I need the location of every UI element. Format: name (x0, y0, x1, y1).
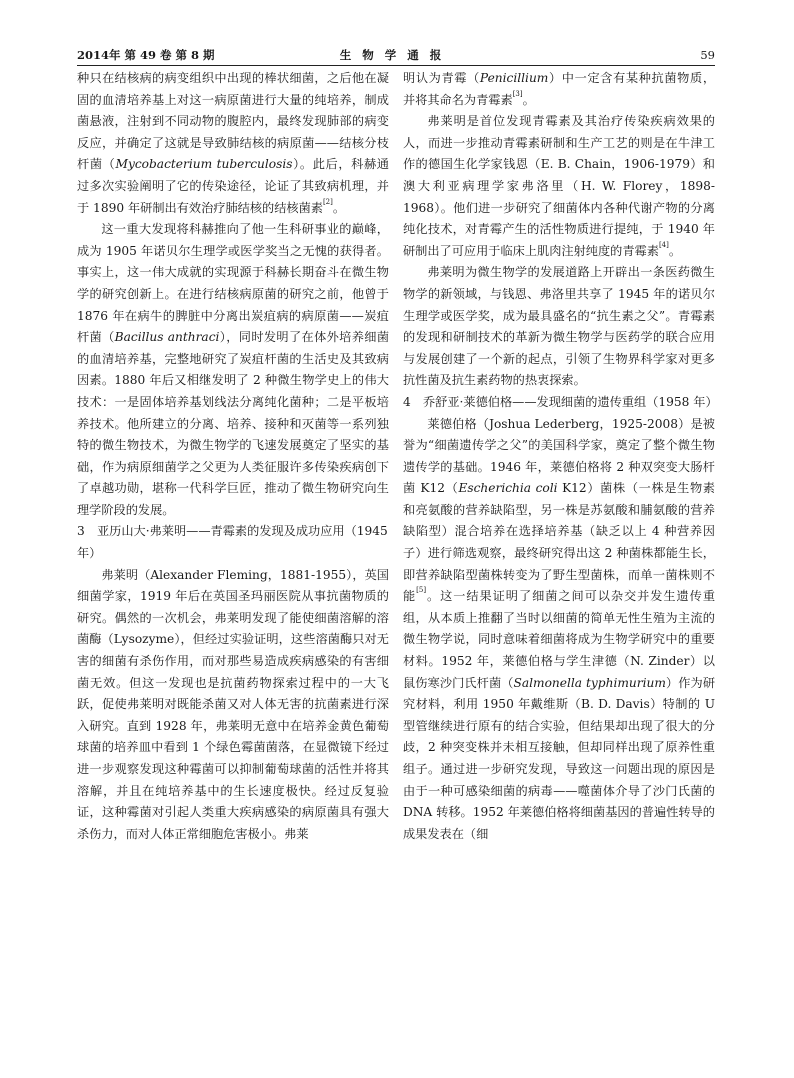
page-number: 59 (700, 48, 715, 62)
header-rule (77, 65, 715, 66)
running-header (77, 45, 715, 65)
citation-ref: [2] (322, 197, 333, 206)
right-paragraph-2: 弗莱明是首位发现青霉素及其治疗传染疾病效果的人，而进一步推动青霉素研制和生产工艺的则是在牛津工作的德国生化学家钱恩（E. B. Chain，1906-1979）和澳大利亚病理学家弗洛里（H. W. Florey，1898-1968）。他们进一步研究了细菌体内各种代谢产物的分离纯化技术，对青霉产生的活性物质进行提纯，于 1940 年研制出了可应用于临床上肌肉注射纯度的青霉素[4]。 (403, 114, 715, 258)
left-column (77, 68, 389, 845)
section-4-heading: 4 乔舒亚·莱德伯格——发现细菌的遗传重组（1958 年） (403, 394, 718, 409)
journal-issue: 2014年 第 49 卷 第 8 期 (77, 48, 215, 62)
left-paragraph-2: 这一重大发现将科赫推向了他一生科研事业的巅峰，成为 1905 年诺贝尔生理学或医学奖当之无愧的获得者。事实上，这一伟大成就的实现源于科赫长期奋斗在微生物学的研究创新上。在进行结核病原菌的研究之前，他曾于 1876 年在病牛的脾脏中分离出炭疽病的病原菌——炭疽杆菌（Bacillus anthraci），同时发明了在体外培养细菌的血清培养基，完整地研究了炭疽杆菌的生活史及其致病因素。1880 年后又相继发明了 2 种微生物学史上的伟大技术：一是固体培养基划线法分离纯化菌种；二是平板培养技术。他所建立的分离、培养、接种和灭菌等一系列独特的微生物技术，为微生物学的飞速发展奠定了坚实的基础，作为病原细菌学之父更为人类征服许多传染疾病创下了卓越功勋，堪称一代科学巨匠，推动了微生物研究向生理学阶段的发展。 (77, 222, 390, 517)
right-paragraph-4: 莱德伯格（Joshua Lederberg，1925-2008）是被誉为“细菌遗传学之父”的美国科学家，奠定了整个微生物遗传学的基础。1946 年，莱德伯格将 2 种双突变大肠杆菌 K12（Escherichia coli K12）菌株（一株是生物素和亮氨酸的营养缺陷型，另一株是苏氨酸和脯氨酸的营养缺陷型）混合培养在选择培养基（缺乏以上 4 种营养因子）进行筛选观察，最终研究得出这 2 种菌株都能生长，即营养缺陷型菌株转变为了野生型菌株，而单一菌株则不能[5]。这一结果证明了细菌之间可以杂交并发生遗传重组，从本质上推翻了当时以细菌的简单无性生殖为主流的微生物学说，同时意味着细菌将成为生物学研究中的重要材料。1952 年，莱德伯格与学生津德（N. Zinder）以鼠伤寒沙门氏杆菌（Salmonella typhimurium）作为研究材料，利用 1950 年戴维斯（B. D. Davis）特制的 U 型管继续进行原有的结合实验，但结果却出现了很大的分歧，2 种突变株并未相互接触，但却同样出现了原养性重组子。通过进一步研究发现，导致这一问题出现的原因是由于一种可感染细菌的病毒——噬菌体介导了沙门氏菌的 DNA 转移。1952 年莱德伯格将细菌基因的普遍性转导的成果发表在（细 (403, 416, 716, 841)
right-column (403, 68, 718, 845)
section-3-heading: 3 亚历山大·弗莱明——青霉素的发现及成功应用（1945 年） (77, 524, 388, 561)
right-paragraph-3: 弗莱明为微生物学的发展道路上开辟出一条医药微生物学的新领域，与钱恩、弗洛里共享了 1945 年的诺贝尔生理学或医学奖，成为最具盛名的“抗生素之父”。青霉素的发现和研制技术的革新为微生物学与医药学的联合应用与发展创建了一个新的起点，引领了生物界科学家对更多抗性菌及抗生素药物的热衷探索。 (403, 265, 715, 388)
citation-ref: [3] (512, 89, 523, 98)
right-paragraph-1: 明认为青霉（Penicillium）中一定含有某种抗菌物质，并将其命名为青霉素[3]。 (403, 71, 716, 107)
left-paragraph-1: 种只在结核病的病变组织中出现的棒状细菌，之后他在凝固的血清培养基上对这一病原菌进行大量的纯培养，制成菌悬液，注射到不同动物的腹腔内，最终发现肺部的病变反应，并确定了这就是导致肺结核的病原菌——结核分枝杆菌（Mycobacterium tuberculosis）。此后，科赫通过多次实验阐明了它的传染途径，论证了其致病机理，并于 1890 年研制出有效治疗肺结核的结核菌素[2]。 (77, 71, 389, 215)
citation-ref: [5] (416, 586, 427, 595)
citation-ref: [4] (658, 240, 669, 249)
journal-title: 生物学通报 (339, 48, 453, 62)
left-paragraph-3: 弗莱明（Alexander Fleming，1881-1955），英国细菌学家，1919 年后在英国圣玛丽医院从事抗菌物质的研究。偶然的一次机会，弗莱明发现了能使细菌溶解的溶菌酶（Lysozyme），但经过实验证明，这些溶菌酶只对无害的细菌有杀伤作用，而对那些易造成疾病感染的有害细菌无效。但这一发现也是抗菌药物探索过程中的一大飞跃，促使弗莱明对既能杀菌又对人体无害的抗菌素进行深入研究。直到 1928 年，弗莱明无意中在培养金黄色葡萄球菌的培养皿中看到 1 个绿色霉菌菌落，在显微镜下经过进一步观察发现这种霉菌可以抑制葡萄球菌的活性并将其溶解，并且在纯培养基中的生长速度极快。经过反复验证，这种霉菌对引起人类重大疾病感染的病原菌具有强大杀伤力，而对人体正常细胞危害极小。弗莱 (77, 567, 389, 841)
